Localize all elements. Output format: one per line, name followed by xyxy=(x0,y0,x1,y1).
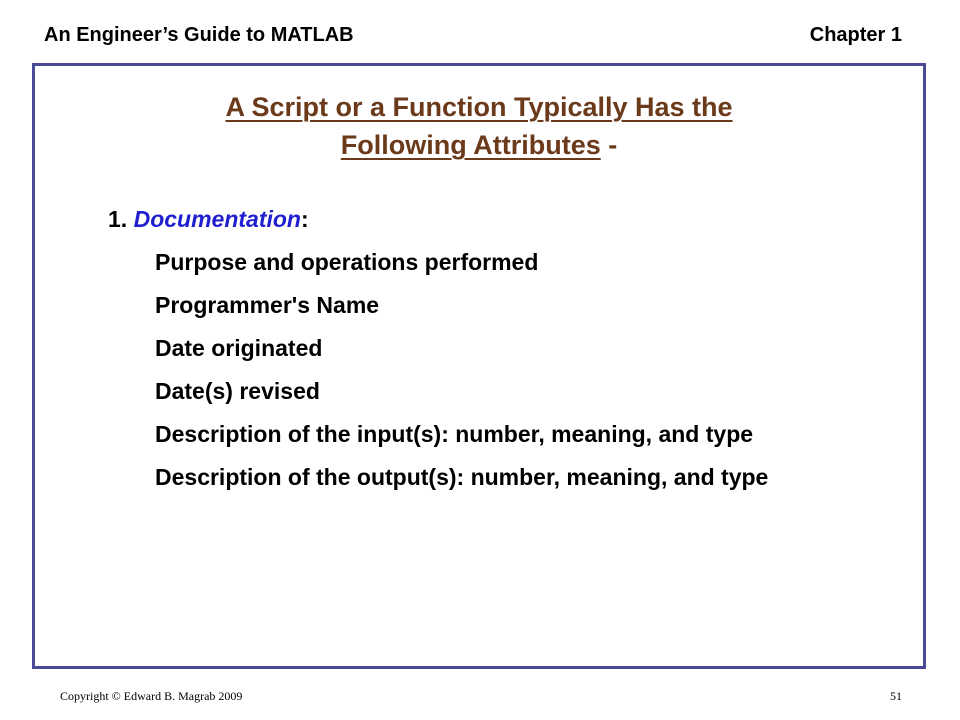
item-heading xyxy=(108,198,888,240)
list-item: Date originated xyxy=(155,335,323,361)
book-title: An Engineer’s Guide to MATLAB xyxy=(44,24,354,46)
copyright-notice: Copyright © Edward B. Magrab 2009 xyxy=(60,689,243,703)
slide-title xyxy=(32,88,926,164)
slide-title-suffix: - xyxy=(600,130,618,160)
item-colon: : xyxy=(300,206,309,232)
subitem-list xyxy=(108,247,888,492)
list-item: Description of the output(s): number, meaning, and type xyxy=(155,464,769,490)
list-item: Purpose and operations performed xyxy=(155,249,539,275)
item-label: Documentation xyxy=(133,206,301,232)
list-item: Programmer's Name xyxy=(155,292,380,318)
slide-content xyxy=(108,198,888,492)
slide-title-line2: Following Attributes xyxy=(340,130,601,160)
slide-title-line1: A Script or a Function Typically Has the xyxy=(225,92,733,122)
item-number: 1. xyxy=(108,206,134,232)
list-item: Description of the input(s): number, meaning, and type xyxy=(155,421,754,447)
list-item: Date(s) revised xyxy=(155,378,320,404)
chapter-label: Chapter 1 xyxy=(809,24,902,46)
page-number: 51 xyxy=(890,689,902,703)
